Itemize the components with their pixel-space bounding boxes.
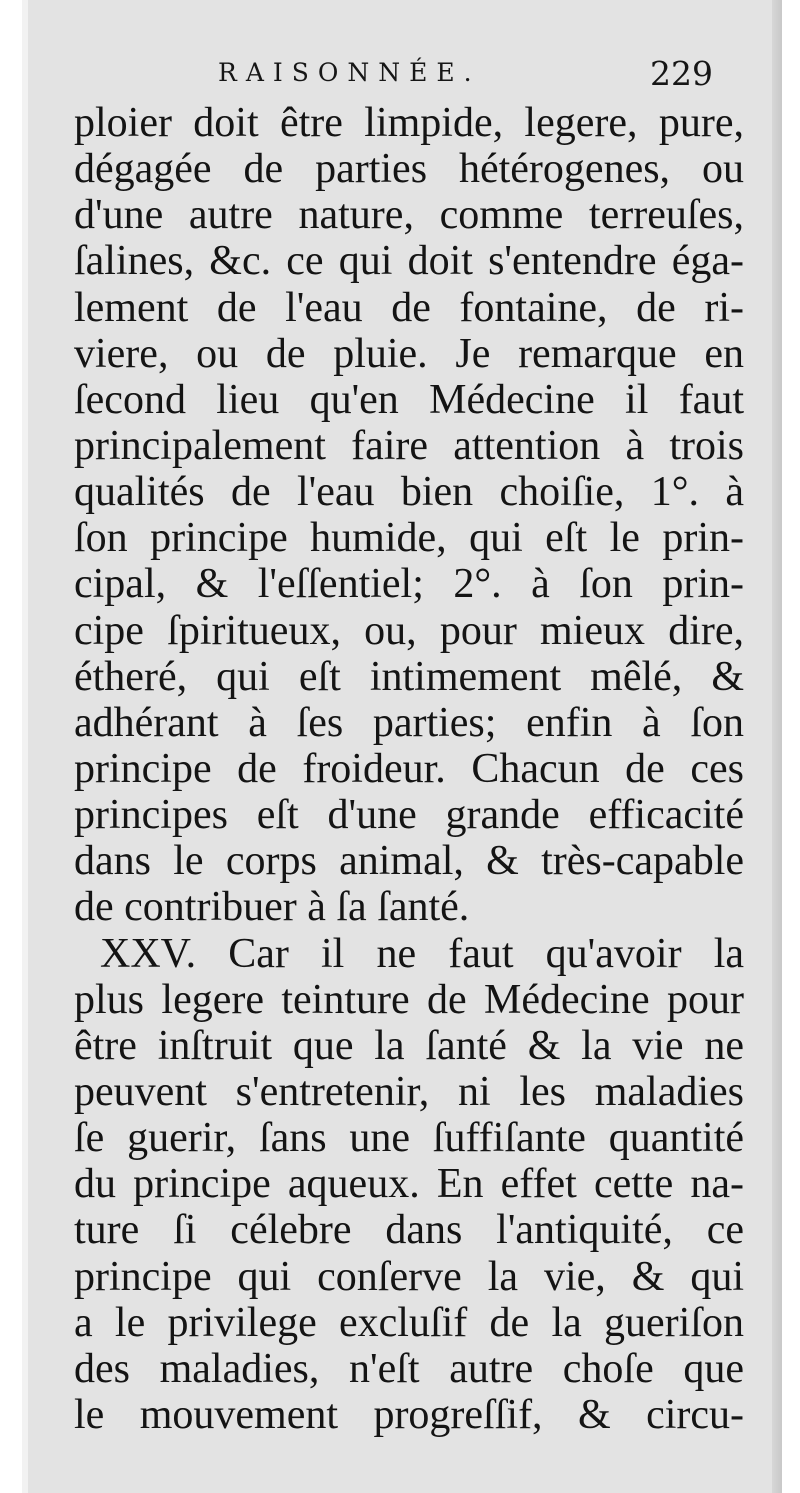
text-line: adhérant à ſes parties; enfin à ſon xyxy=(74,699,744,746)
text-line: principalement faire attention à trois xyxy=(74,422,744,469)
text-line: lement de l'eau de fontaine, de ri- xyxy=(74,284,744,331)
text-line: des maladies, n'eſt autre choſe que xyxy=(74,1345,744,1392)
text-body xyxy=(74,100,744,1438)
text-line: le mouvement progreſſif, & circu- xyxy=(74,1391,744,1438)
text-line: peuvent s'entretenir, ni les maladies xyxy=(74,1068,744,1115)
page-header xyxy=(22,54,782,98)
text-line: viere, ou de pluie. Je remarque en xyxy=(74,330,744,377)
text-line: principe qui conſerve la vie, & qui xyxy=(74,1253,744,1300)
text-line: principes eſt d'une grande efficacité xyxy=(74,792,744,839)
text-line: ſe guerir, ſans une ſuffiſante quantité xyxy=(74,1115,744,1162)
text-line: qualités de l'eau bien choiſie, 1°. à xyxy=(74,469,744,516)
text-line: ſon principe humide, qui eſt le prin- xyxy=(74,515,744,562)
text-line: plus legere teinture de Médecine pour xyxy=(74,976,744,1023)
paragraph-start-line: XXV. Car il ne faut qu'avoir la xyxy=(100,930,744,977)
running-title: RAISONNÉE. xyxy=(218,58,481,87)
text-line: dans le corps animal, & très-capable xyxy=(74,838,744,885)
text-line: d'une autre nature, comme terreuſes, xyxy=(74,192,744,239)
text-line: ſecond lieu qu'en Médecine il faut xyxy=(74,376,744,423)
text-line: du principe aqueux. En effet cette na- xyxy=(74,1161,744,1208)
text-line: étheré, qui eſt intimement mêlé, & xyxy=(74,653,744,700)
text-line: a le privilege excluſif de la gueriſon xyxy=(74,1299,744,1346)
text-line: ploier doit être limpide, legere, pure, xyxy=(74,100,744,146)
book-page xyxy=(22,0,782,1493)
text-line: principe de froideur. Chacun de ces xyxy=(74,745,744,792)
text-line: ture ſi célebre dans l'antiquité, ce xyxy=(74,1207,744,1254)
page-number: 229 xyxy=(650,54,713,93)
text-line: être inſtruit que la ſanté & la vie ne xyxy=(74,1022,744,1069)
text-line: ſalines, &c. ce qui doit s'entendre éga- xyxy=(74,238,744,285)
text-line: dégagée de parties hétérogenes, ou xyxy=(74,146,744,193)
text-line: cipe ſpiritueux, ou, pour mieux dire, xyxy=(74,607,744,654)
text-line: de contribuer à ſa ſanté. xyxy=(74,884,470,931)
text-line: cipal, & l'eſſentiel; 2°. à ſon prin- xyxy=(74,561,744,608)
